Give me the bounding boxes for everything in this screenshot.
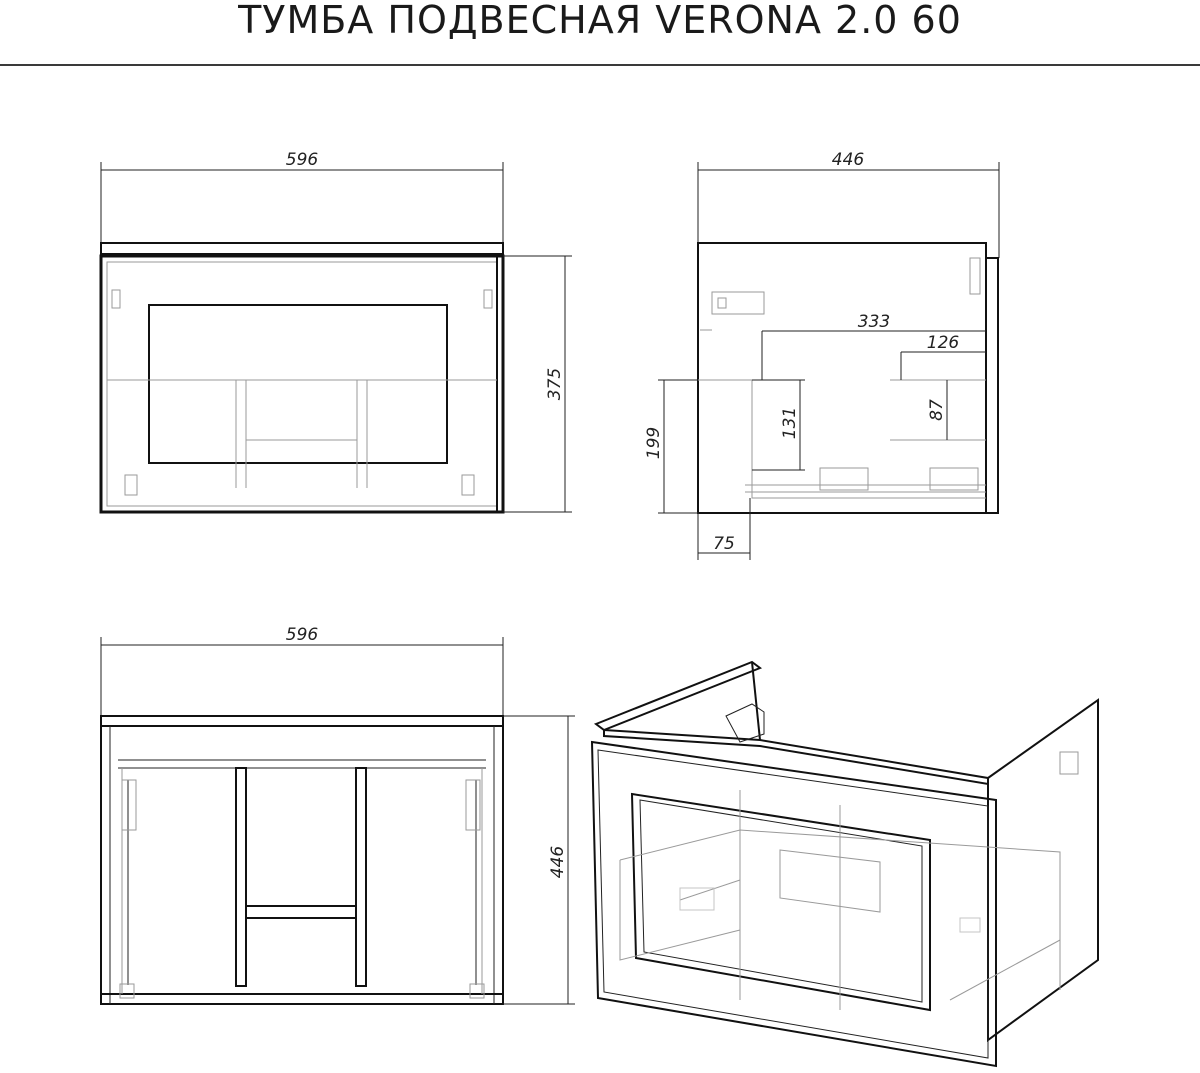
- iso-ghost-runner-l: [680, 880, 740, 900]
- top-depth-label: 446: [548, 845, 568, 879]
- top-clip-l1: [122, 780, 136, 830]
- side-depth-label: 446: [831, 150, 865, 170]
- front-hinge-tr: [484, 290, 492, 308]
- front-inner-frame: [107, 262, 497, 506]
- front-height-label: 375: [545, 367, 565, 401]
- side-87-label: 87: [927, 399, 947, 421]
- top-divider-right: [356, 768, 366, 986]
- iso-right-panel: [988, 700, 1098, 1040]
- top-divider-left: [236, 768, 246, 986]
- iso-back-strip: [604, 730, 988, 784]
- side-bracket-hole: [718, 298, 726, 308]
- front-top-plate: [101, 243, 503, 254]
- front-width-label: 596: [285, 150, 319, 170]
- isometric-view: [592, 662, 1098, 1066]
- iso-ghost-runner-r: [950, 940, 1060, 1000]
- front-hinge-tl: [112, 290, 120, 308]
- side-75-label: 75: [713, 534, 735, 554]
- side-body: [698, 243, 986, 513]
- side-131-label: 131: [780, 406, 800, 440]
- front-glass-window: [149, 305, 447, 463]
- side-wall-bracket: [712, 292, 764, 314]
- side-view: [644, 150, 999, 560]
- front-bracket-bl: [125, 475, 137, 495]
- iso-glass-window: [632, 794, 930, 1010]
- top-view: [101, 625, 575, 1004]
- side-runner-clip-2: [930, 468, 978, 490]
- side-runner-clip-1: [820, 468, 868, 490]
- top-clip-r1: [466, 780, 480, 830]
- side-hinge: [970, 258, 980, 294]
- top-crossbar: [246, 906, 356, 918]
- side-126-label: 126: [926, 333, 960, 353]
- iso-front-door: [592, 742, 996, 1066]
- side-door-profile: [986, 258, 998, 513]
- front-bracket-br: [462, 475, 474, 495]
- iso-ghost-clip-1: [680, 888, 714, 910]
- iso-ghost-clip-2: [960, 918, 980, 932]
- side-333-label: 333: [857, 312, 891, 332]
- iso-back-left-top: [596, 662, 760, 730]
- iso-ghost-box: [780, 850, 880, 912]
- iso-back-left-edge: [752, 662, 760, 740]
- front-view: [101, 150, 572, 512]
- top-width-label: 596: [285, 625, 319, 645]
- side-199-label: 199: [644, 426, 664, 460]
- page-title: ТУМБА ПОДВЕСНАЯ VERONA 2.0 60: [238, 0, 962, 42]
- front-body-frame: [101, 256, 503, 512]
- iso-right-hinge: [1060, 752, 1078, 774]
- side-drawer-outline: [698, 380, 986, 498]
- top-body: [101, 716, 503, 1004]
